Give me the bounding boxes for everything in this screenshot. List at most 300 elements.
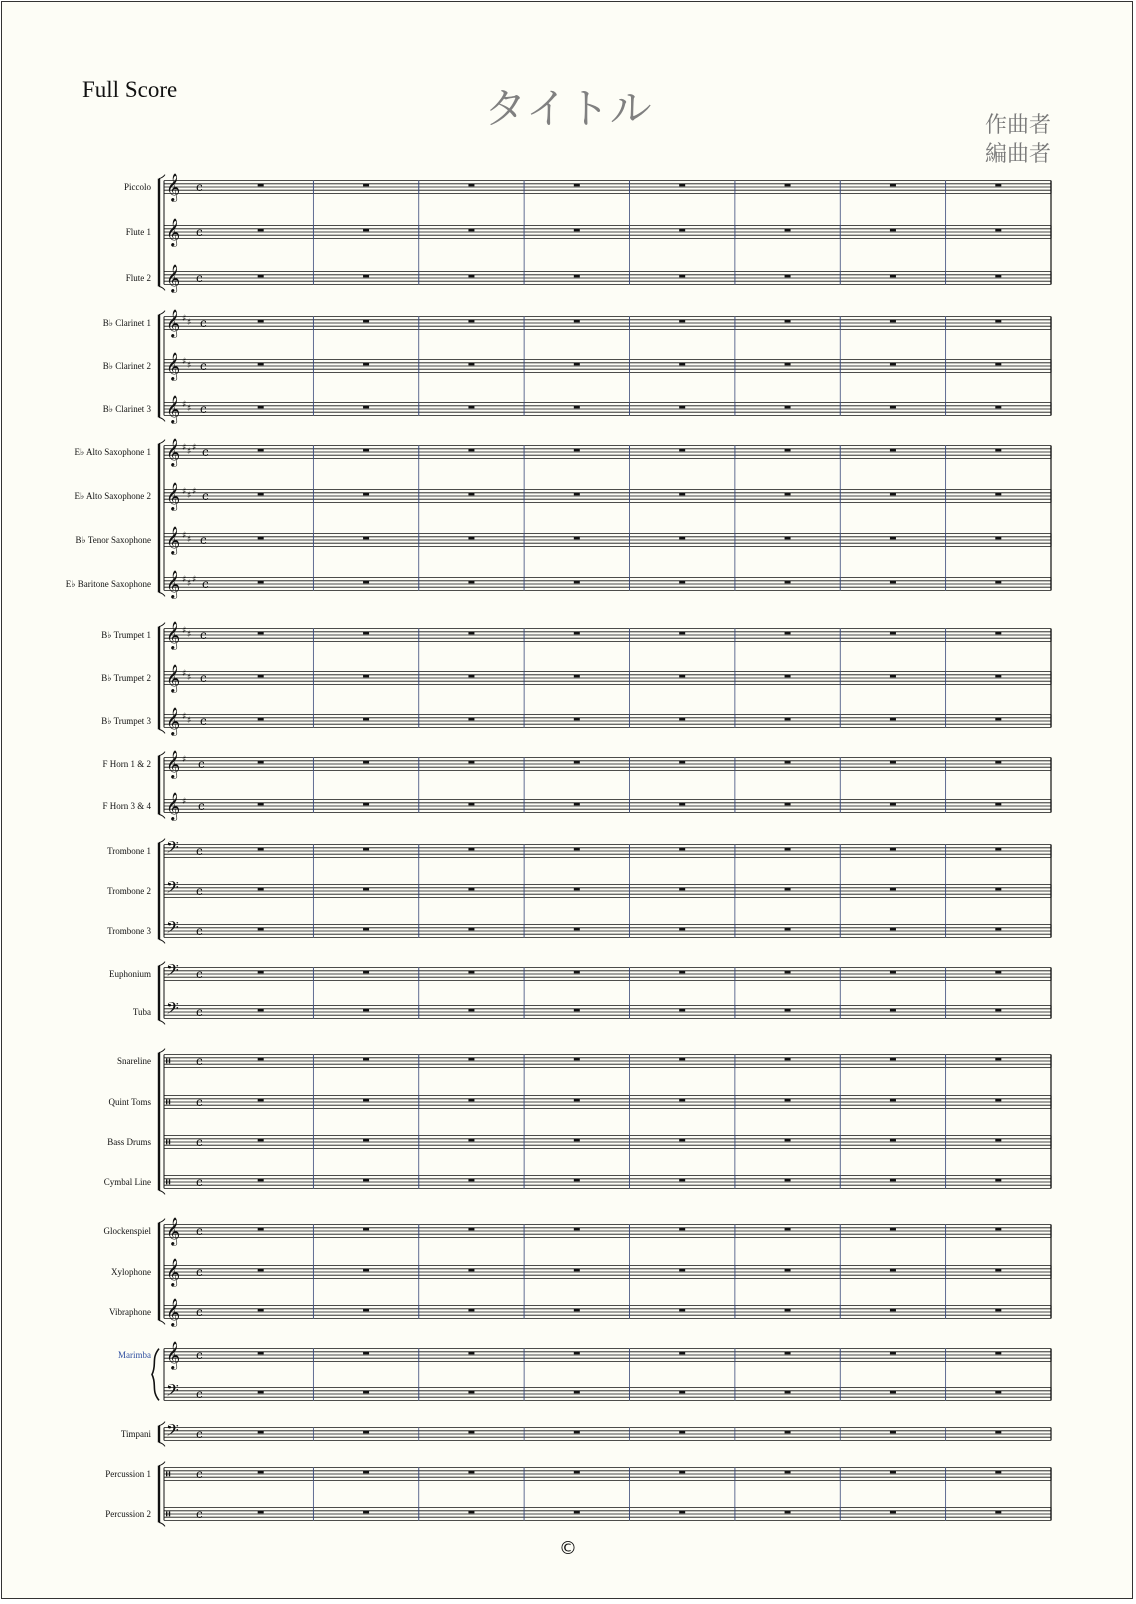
whole-rest-icon [363, 1431, 369, 1434]
whole-rest-icon [574, 632, 580, 635]
staff[interactable] [66, 570, 1051, 599]
instrument-label[interactable]: Trombone 2 [107, 886, 151, 896]
whole-rest-icon [574, 1058, 580, 1061]
whole-rest-icon [785, 803, 791, 806]
staff-group [159, 1462, 1051, 1527]
whole-rest-icon [679, 718, 685, 721]
instrument-label[interactable]: Cymbal Line [103, 1177, 151, 1187]
whole-rest-icon [258, 888, 264, 891]
whole-rest-icon [785, 449, 791, 452]
treble-clef-icon: 𝄞 [166, 218, 181, 246]
whole-rest-icon [679, 632, 685, 635]
instrument-label[interactable]: B♭ Clarinet 1 [102, 318, 151, 328]
sharp-icon: ♯ [182, 443, 187, 453]
treble-clef-icon: 𝄞 [166, 1341, 181, 1369]
time-signature: c [196, 924, 203, 938]
whole-rest-icon [258, 1269, 264, 1272]
sharp-icon: ♯ [187, 447, 192, 457]
whole-rest-icon [890, 184, 896, 187]
instrument-label[interactable]: Marimba [118, 1350, 151, 1360]
whole-rest-icon [574, 320, 580, 323]
time-signature: c [196, 180, 203, 194]
instrument-label[interactable]: Snareline [117, 1056, 151, 1066]
staff[interactable] [103, 309, 1051, 338]
whole-rest-icon [574, 848, 580, 851]
instrument-label[interactable]: Trombone 3 [107, 926, 151, 936]
percussion-clef-icon: 𝄥 [166, 1135, 171, 1151]
whole-rest-icon [785, 184, 791, 187]
whole-rest-icon [679, 1139, 685, 1142]
whole-rest-icon [363, 803, 369, 806]
whole-rest-icon [258, 1009, 264, 1012]
whole-rest-icon [679, 1431, 685, 1434]
time-signature: c [196, 1427, 203, 1441]
whole-rest-icon [995, 275, 1001, 278]
bracket-hook-icon [159, 939, 165, 943]
whole-rest-icon [890, 1139, 896, 1142]
instrument-label[interactable]: Timpani [120, 1429, 151, 1439]
bracket-hook-icon [159, 286, 165, 290]
sharp-icon: ♯ [187, 535, 192, 545]
bracket-hook-icon [159, 592, 165, 596]
whole-rest-icon [785, 363, 791, 366]
whole-rest-icon [995, 406, 1001, 409]
whole-rest-icon [468, 320, 474, 323]
whole-rest-icon [258, 718, 264, 721]
whole-rest-icon [995, 1471, 1001, 1474]
whole-rest-icon [785, 1309, 791, 1312]
whole-rest-icon [995, 1511, 1001, 1514]
whole-rest-icon [574, 675, 580, 678]
staff[interactable] [75, 438, 1052, 467]
whole-rest-icon [679, 320, 685, 323]
whole-rest-icon [890, 1269, 896, 1272]
whole-rest-icon [468, 493, 474, 496]
whole-rest-icon [679, 275, 685, 278]
bracket-hook-icon [159, 1462, 165, 1466]
whole-rest-icon [574, 184, 580, 187]
whole-rest-icon [890, 1179, 896, 1182]
staff[interactable] [111, 1258, 1051, 1287]
whole-rest-icon [890, 803, 896, 806]
bracket-hook-icon [159, 1020, 165, 1024]
whole-rest-icon [258, 363, 264, 366]
whole-rest-icon [574, 718, 580, 721]
instrument-label[interactable]: Piccolo [124, 182, 151, 192]
treble-clef-icon: 𝄞 [166, 621, 181, 649]
whole-rest-icon [995, 320, 1001, 323]
whole-rest-icon [363, 320, 369, 323]
whole-rest-icon [363, 1139, 369, 1142]
whole-rest-icon [785, 1471, 791, 1474]
staff[interactable] [101, 664, 1051, 693]
whole-rest-icon [258, 1471, 264, 1474]
instrument-label[interactable]: Bass Drums [107, 1137, 151, 1147]
staff[interactable] [124, 173, 1051, 202]
treble-clef-icon: 𝄞 [166, 664, 181, 692]
whole-rest-icon [890, 581, 896, 584]
whole-rest-icon [258, 320, 264, 323]
score-title[interactable]: タイトル [484, 84, 652, 133]
bass-clef-icon: 𝄢 [166, 877, 179, 901]
bracket-hook-icon [159, 1219, 165, 1223]
whole-rest-icon [258, 928, 264, 931]
whole-rest-icon [468, 1009, 474, 1012]
whole-rest-icon [258, 493, 264, 496]
treble-clef-icon: 𝄞 [166, 792, 181, 820]
sharp-icon: ♯ [182, 400, 187, 410]
bracket-hook-icon [159, 623, 165, 627]
staff-group [152, 1349, 1051, 1401]
percussion-clef-icon: 𝄥 [166, 1095, 171, 1111]
instrument-label[interactable]: Quint Toms [108, 1097, 151, 1107]
whole-rest-icon [468, 1228, 474, 1231]
whole-rest-icon [679, 1511, 685, 1514]
whole-rest-icon [785, 406, 791, 409]
treble-clef-icon: 𝄞 [166, 395, 181, 423]
whole-rest-icon [995, 888, 1001, 891]
whole-rest-icon [468, 1352, 474, 1355]
instrument-label[interactable]: E♭ Baritone Saxophone [65, 579, 151, 589]
time-signature: c [200, 316, 207, 330]
whole-rest-icon [785, 1391, 791, 1394]
instrument-label[interactable]: B♭ Clarinet 3 [102, 404, 151, 414]
whole-rest-icon [468, 1431, 474, 1434]
instrument-label[interactable]: F Horn 3 & 4 [102, 801, 151, 811]
whole-rest-icon [574, 537, 580, 540]
instrument-label[interactable]: Flute 2 [125, 273, 151, 283]
time-signature: c [202, 445, 209, 459]
staff[interactable] [75, 482, 1052, 511]
staff[interactable] [105, 1467, 1051, 1483]
treble-clef-icon: 𝄞 [166, 526, 181, 554]
whole-rest-icon [890, 1471, 896, 1474]
staff[interactable] [109, 1298, 1051, 1327]
bracket-hook-icon [159, 175, 165, 179]
whole-rest-icon [258, 449, 264, 452]
brace-icon [152, 1349, 159, 1401]
time-signature: c [202, 577, 209, 591]
treble-clef-icon: 𝄞 [166, 264, 181, 292]
time-signature: c [200, 671, 207, 685]
copyright-notice[interactable]: © [559, 1538, 577, 1559]
whole-rest-icon [468, 1058, 474, 1061]
staff[interactable] [118, 1341, 1051, 1370]
staff[interactable] [126, 264, 1051, 293]
time-signature: c [200, 714, 207, 728]
whole-rest-icon [995, 184, 1001, 187]
time-signature: c [196, 1467, 203, 1481]
whole-rest-icon [363, 1269, 369, 1272]
whole-rest-icon [890, 449, 896, 452]
staff[interactable] [126, 218, 1051, 247]
time-signature: c [196, 1305, 203, 1319]
whole-rest-icon [995, 363, 1001, 366]
whole-rest-icon [468, 406, 474, 409]
whole-rest-icon [258, 761, 264, 764]
whole-rest-icon [995, 1309, 1001, 1312]
time-signature: c [198, 757, 205, 771]
whole-rest-icon [890, 1228, 896, 1231]
staff[interactable] [102, 750, 1051, 779]
whole-rest-icon [574, 1269, 580, 1272]
whole-rest-icon [785, 1352, 791, 1355]
bracket-hook-icon [159, 962, 165, 966]
whole-rest-icon [679, 581, 685, 584]
whole-rest-icon [363, 928, 369, 931]
treble-clef-icon: 𝄞 [166, 438, 181, 466]
whole-rest-icon [574, 803, 580, 806]
whole-rest-icon [995, 493, 1001, 496]
whole-rest-icon [258, 803, 264, 806]
whole-rest-icon [995, 449, 1001, 452]
whole-rest-icon [363, 537, 369, 540]
instrument-label[interactable]: Xylophone [111, 1267, 151, 1277]
bracket-hook-icon [159, 1422, 165, 1426]
whole-rest-icon [890, 406, 896, 409]
staff[interactable] [103, 395, 1051, 424]
sharp-icon: ♯ [187, 491, 192, 501]
staff[interactable] [103, 352, 1051, 381]
whole-rest-icon [890, 1352, 896, 1355]
whole-rest-icon [785, 848, 791, 851]
whole-rest-icon [258, 848, 264, 851]
staff[interactable] [117, 1054, 1051, 1070]
staff[interactable] [101, 621, 1051, 650]
whole-rest-icon [363, 1511, 369, 1514]
whole-rest-icon [785, 1009, 791, 1012]
time-signature: c [196, 844, 203, 858]
bracket-hook-icon [159, 752, 165, 756]
staff[interactable] [104, 1217, 1052, 1246]
bass-clef-icon: 𝄢 [166, 837, 179, 861]
staff[interactable] [104, 1175, 1051, 1191]
whole-rest-icon [890, 1099, 896, 1102]
bracket-hook-icon [159, 814, 165, 818]
composer-credit[interactable]: 作曲者 [984, 113, 1051, 138]
instrument-label[interactable]: B♭ Trumpet 1 [101, 630, 151, 640]
time-signature: c [196, 1224, 203, 1238]
whole-rest-icon [258, 229, 264, 232]
whole-rest-icon [679, 888, 685, 891]
instrument-label[interactable]: E♭ Alto Saxophone 2 [74, 491, 151, 501]
whole-rest-icon [574, 928, 580, 931]
whole-rest-icon [679, 184, 685, 187]
instrument-label[interactable]: Tuba [132, 1007, 151, 1017]
treble-clef-icon: 𝄞 [166, 570, 181, 598]
whole-rest-icon [258, 581, 264, 584]
whole-rest-icon [785, 1179, 791, 1182]
staff-group [159, 1049, 1051, 1195]
whole-rest-icon [785, 1228, 791, 1231]
sharp-icon: ♯ [187, 630, 192, 640]
whole-rest-icon [574, 406, 580, 409]
staff[interactable] [101, 707, 1051, 736]
bass-clef-icon: 𝄢 [166, 1380, 179, 1404]
time-signature: c [200, 628, 207, 642]
bracket-hook-icon [159, 1190, 165, 1194]
whole-rest-icon [785, 971, 791, 974]
staff[interactable] [109, 1095, 1051, 1111]
whole-rest-icon [363, 718, 369, 721]
sharp-icon: ♯ [187, 716, 192, 726]
instrument-label[interactable]: Vibraphone [109, 1307, 151, 1317]
staff[interactable] [102, 792, 1051, 821]
whole-rest-icon [574, 761, 580, 764]
arranger-credit[interactable]: 編曲者 [984, 142, 1051, 167]
whole-rest-icon [679, 1391, 685, 1394]
whole-rest-icon [468, 275, 474, 278]
whole-rest-icon [363, 1009, 369, 1012]
whole-rest-icon [890, 888, 896, 891]
whole-rest-icon [785, 1431, 791, 1434]
whole-rest-icon [574, 229, 580, 232]
instrument-label[interactable]: Trombone 1 [107, 846, 151, 856]
staff[interactable] [107, 877, 1051, 901]
whole-rest-icon [258, 275, 264, 278]
whole-rest-icon [468, 888, 474, 891]
whole-rest-icon [995, 675, 1001, 678]
staff-group [159, 440, 1051, 597]
whole-rest-icon [363, 1099, 369, 1102]
sharp-icon: ♯ [182, 357, 187, 367]
whole-rest-icon [785, 1099, 791, 1102]
whole-rest-icon [995, 1099, 1001, 1102]
whole-rest-icon [258, 1511, 264, 1514]
sharp-icon: ♯ [182, 575, 187, 585]
instrument-label[interactable]: Percussion 2 [105, 1509, 151, 1519]
treble-clef-icon: 𝄞 [166, 1258, 181, 1286]
staff[interactable] [76, 526, 1051, 555]
whole-rest-icon [995, 718, 1001, 721]
whole-rest-icon [363, 1391, 369, 1394]
staff[interactable] [107, 837, 1051, 861]
whole-rest-icon [468, 449, 474, 452]
whole-rest-icon [785, 1058, 791, 1061]
whole-rest-icon [468, 184, 474, 187]
whole-rest-icon [574, 1391, 580, 1394]
treble-clef-icon: 𝄞 [166, 1217, 181, 1245]
time-signature: c [196, 1507, 203, 1521]
whole-rest-icon [258, 1099, 264, 1102]
instrument-label[interactable]: B♭ Trumpet 2 [101, 673, 151, 683]
instrument-label[interactable]: Glockenspiel [103, 1226, 151, 1236]
treble-clef-icon: 𝄞 [166, 352, 181, 380]
time-signature: c [196, 1005, 203, 1019]
whole-rest-icon [574, 1431, 580, 1434]
whole-rest-icon [995, 632, 1001, 635]
time-signature: c [196, 1095, 203, 1109]
whole-rest-icon [258, 1228, 264, 1231]
instrument-label[interactable]: F Horn 1 & 2 [102, 759, 151, 769]
whole-rest-icon [679, 493, 685, 496]
whole-rest-icon [468, 632, 474, 635]
treble-clef-icon: 𝄞 [166, 1298, 181, 1326]
whole-rest-icon [995, 803, 1001, 806]
whole-rest-icon [679, 1099, 685, 1102]
whole-rest-icon [995, 1352, 1001, 1355]
staff[interactable] [164, 1380, 1051, 1404]
whole-rest-icon [785, 888, 791, 891]
whole-rest-icon [363, 493, 369, 496]
time-signature: c [196, 1348, 203, 1362]
whole-rest-icon [574, 581, 580, 584]
staff[interactable] [109, 960, 1051, 984]
whole-rest-icon [785, 1139, 791, 1142]
instrument-label[interactable]: B♭ Tenor Saxophone [75, 535, 151, 545]
whole-rest-icon [995, 1228, 1001, 1231]
staff[interactable] [121, 1420, 1051, 1444]
whole-rest-icon [679, 537, 685, 540]
whole-rest-icon [574, 1228, 580, 1231]
whole-rest-icon [258, 1352, 264, 1355]
whole-rest-icon [785, 229, 791, 232]
sharp-icon: ♯ [182, 314, 187, 324]
time-signature: c [196, 884, 203, 898]
time-signature: c [198, 799, 205, 813]
whole-rest-icon [468, 718, 474, 721]
whole-rest-icon [890, 632, 896, 635]
whole-rest-icon [468, 1511, 474, 1514]
instrument-label[interactable]: Euphonium [109, 969, 151, 979]
whole-rest-icon [258, 1179, 264, 1182]
whole-rest-icon [468, 1471, 474, 1474]
staff[interactable] [107, 917, 1051, 941]
whole-rest-icon [468, 1099, 474, 1102]
bass-clef-icon: 𝄢 [166, 998, 179, 1022]
instrument-label[interactable]: B♭ Clarinet 2 [102, 361, 151, 371]
whole-rest-icon [679, 229, 685, 232]
whole-rest-icon [785, 1269, 791, 1272]
whole-rest-icon [363, 406, 369, 409]
instrument-label[interactable]: B♭ Trumpet 3 [101, 716, 151, 726]
staff[interactable] [133, 998, 1051, 1022]
whole-rest-icon [785, 1511, 791, 1514]
whole-rest-icon [890, 1431, 896, 1434]
whole-rest-icon [468, 229, 474, 232]
instrument-label[interactable]: Percussion 1 [105, 1469, 151, 1479]
bracket-hook-icon [159, 1442, 165, 1446]
staff-group [159, 752, 1051, 819]
whole-rest-icon [890, 493, 896, 496]
whole-rest-icon [890, 229, 896, 232]
bass-clef-icon: 𝄢 [166, 1420, 179, 1444]
whole-rest-icon [890, 971, 896, 974]
whole-rest-icon [679, 1269, 685, 1272]
staff[interactable] [105, 1507, 1051, 1523]
whole-rest-icon [468, 581, 474, 584]
whole-rest-icon [574, 1009, 580, 1012]
whole-rest-icon [679, 1228, 685, 1231]
full-score-label: Full Score [82, 77, 178, 102]
time-signature: c [196, 271, 203, 285]
whole-rest-icon [890, 675, 896, 678]
staff[interactable] [107, 1135, 1051, 1151]
whole-rest-icon [679, 928, 685, 931]
whole-rest-icon [785, 275, 791, 278]
whole-rest-icon [468, 761, 474, 764]
whole-rest-icon [468, 675, 474, 678]
instrument-label[interactable]: E♭ Alto Saxophone 1 [74, 447, 151, 457]
instrument-label[interactable]: Flute 1 [125, 227, 151, 237]
time-signature: c [196, 1054, 203, 1068]
time-signature: c [196, 967, 203, 981]
whole-rest-icon [574, 275, 580, 278]
whole-rest-icon [363, 184, 369, 187]
bass-clef-icon: 𝄢 [166, 917, 179, 941]
whole-rest-icon [890, 848, 896, 851]
percussion-clef-icon: 𝄥 [166, 1467, 171, 1483]
